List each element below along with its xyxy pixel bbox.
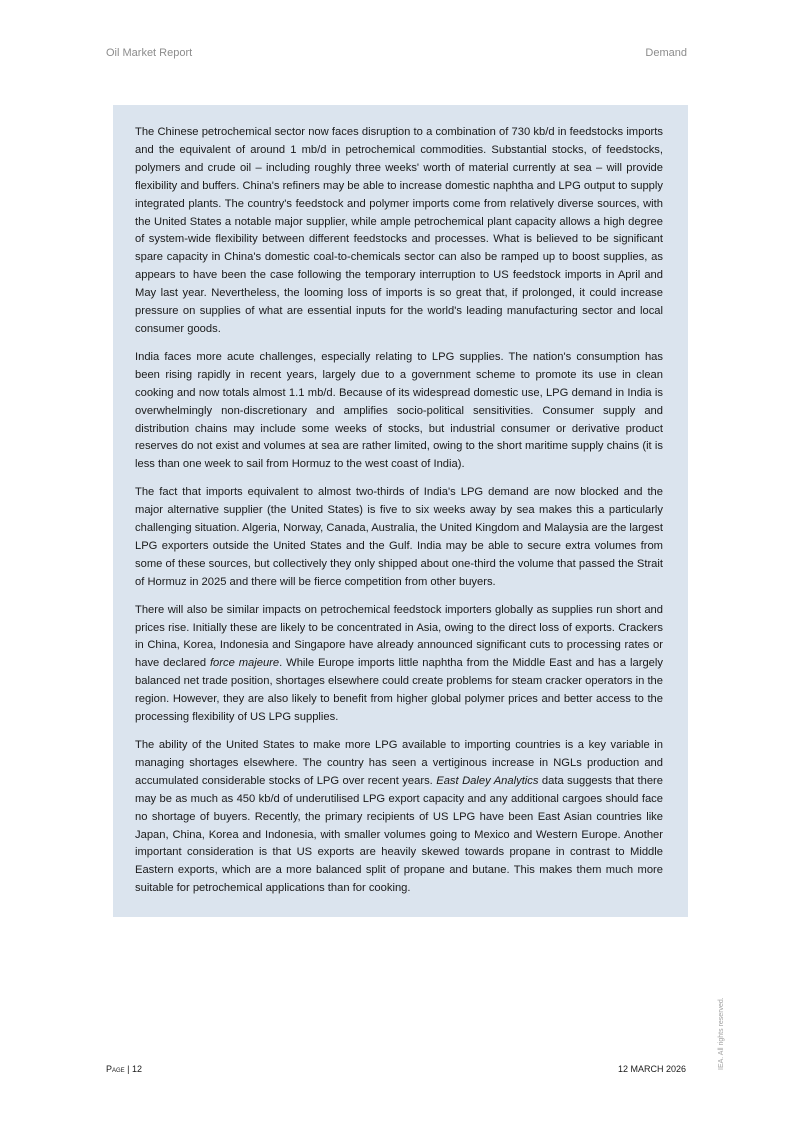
report-title: Oil Market Report — [106, 47, 193, 59]
page-number: Page | 12 — [106, 1064, 143, 1074]
report-date: 12 MARCH 2026 — [618, 1064, 687, 1074]
paragraph-india-imports: The fact that imports equivalent to almost two-thirds of India's LPG demand are now blocked and the major alternative supplier (the United States) is five to six weeks away by sea makes this a particularly challenging situation. Algeria, Norway, Canada, Australia, the United Kingdom and Malaysia are the largest LPG exporters outside the United States and the Gulf. India may be able to secure extra volumes from some of these sources, but collectively they only shipped about one-third the volume that passed the Strait of Hormuz in 2025 and there will be fierce competition from other buyers. — [135, 486, 663, 588]
section-title: Demand — [645, 47, 687, 59]
paragraph-global-impacts-pre: There will also be similar impacts on petrochemical feedstock importers globally as supplies run short and prices rise. Initially these are likely to be concentrated in Asia, owing to the direct loss of exports. Crackers in China, Korea, Indonesia and Singapore have already announced significant cuts to processing rates or have declared — [135, 603, 663, 670]
rights-notice: IEA. All rights reserved. — [718, 997, 725, 1070]
east-daley-emphasis: East Daley Analytics — [436, 774, 539, 787]
paragraph-us-lpg — [135, 737, 663, 898]
paragraph-global-impacts-post: . While Europe imports little naphtha from the Middle East and has a largely balanced net trade position, shortages elsewhere could create problems for steam cracker operators in the region. However, they are also likely to benefit from higher global polymer prices and better access to the processing flexibility of US LPG supplies. — [135, 657, 663, 724]
paragraph-global-impacts — [135, 602, 663, 727]
paragraph-india: India faces more acute challenges, especially relating to LPG supplies. The nation's consumption has been rising rapidly in recent years, largely due to a government scheme to promote its use in clean cooking and now totals almost 1.1 mb/d. Because of its widespread domestic use, LPG demand in India is overwhelmingly non-discretionary and amplifies socio-political sensitivities. Consumer supply and distribution chains may include some weeks of stocks, but industrial consumer or derivative product reserves do not exist and volumes at sea are rather limited, owing to the short maritime supply chains (it is less than one week to sail from Hormuz to the west coast of India). — [135, 350, 663, 471]
text-box — [113, 105, 688, 917]
paragraph-us-lpg-post: data suggests that there may be as much as 450 kb/d of underutilised LPG export capacity and any additional cargoes should face no shortage of buyers. Recently, the primary recipients of US LPG have been East Asian countries like Japan, China, Korea and Indonesia, with smaller volumes going to Mexico and Western Europe. Another important consideration is that US exports are heavily skewed towards propane in contrast to Middle Eastern exports, which are a more balanced split of propane and butane. This makes them much more suitable for petrochemical applications than for cooking. — [135, 774, 663, 895]
paragraph-china: The Chinese petrochemical sector now faces disruption to a combination of 730 kb/d in feedstocks imports and the equivalent of around 1 mb/d in petrochemical commodities. Substantial stocks, of feedstocks, polymers and crude oil – including roughly three weeks' worth of material currently at sea – will provide flexibility and buffers. China's refiners may be able to increase domestic naphtha and LPG output to supply integrated plants. The country's feedstock and polymer imports come from relatively diverse sources, with the United States a notable major supplier, while ample petrochemical plant capacity allows a high degree of system-wide flexibility between different feedstocks and processes. What is believed to be significant spare capacity in China's domestic coal-to-chemicals sector can also be ramped up to boost supplies, as appears to have been the case following the temporary interruption to US feedstock imports in April and May last year. Nevertheless, the looming loss of imports is so great that, if prolonged, it could increase pressure on supplies of what are essential inputs for the world's leading manufacturing sector and local consumer goods. — [135, 126, 663, 335]
force-majeure-emphasis: force majeure — [209, 657, 280, 670]
paragraph-us-lpg-pre: The ability of the United States to make more LPG available to importing countries is a key variable in managing shortages elsewhere. The country has seen a vertiginous increase in NGLs production and accumulated considerable stocks of LPG over recent years. — [135, 739, 663, 787]
